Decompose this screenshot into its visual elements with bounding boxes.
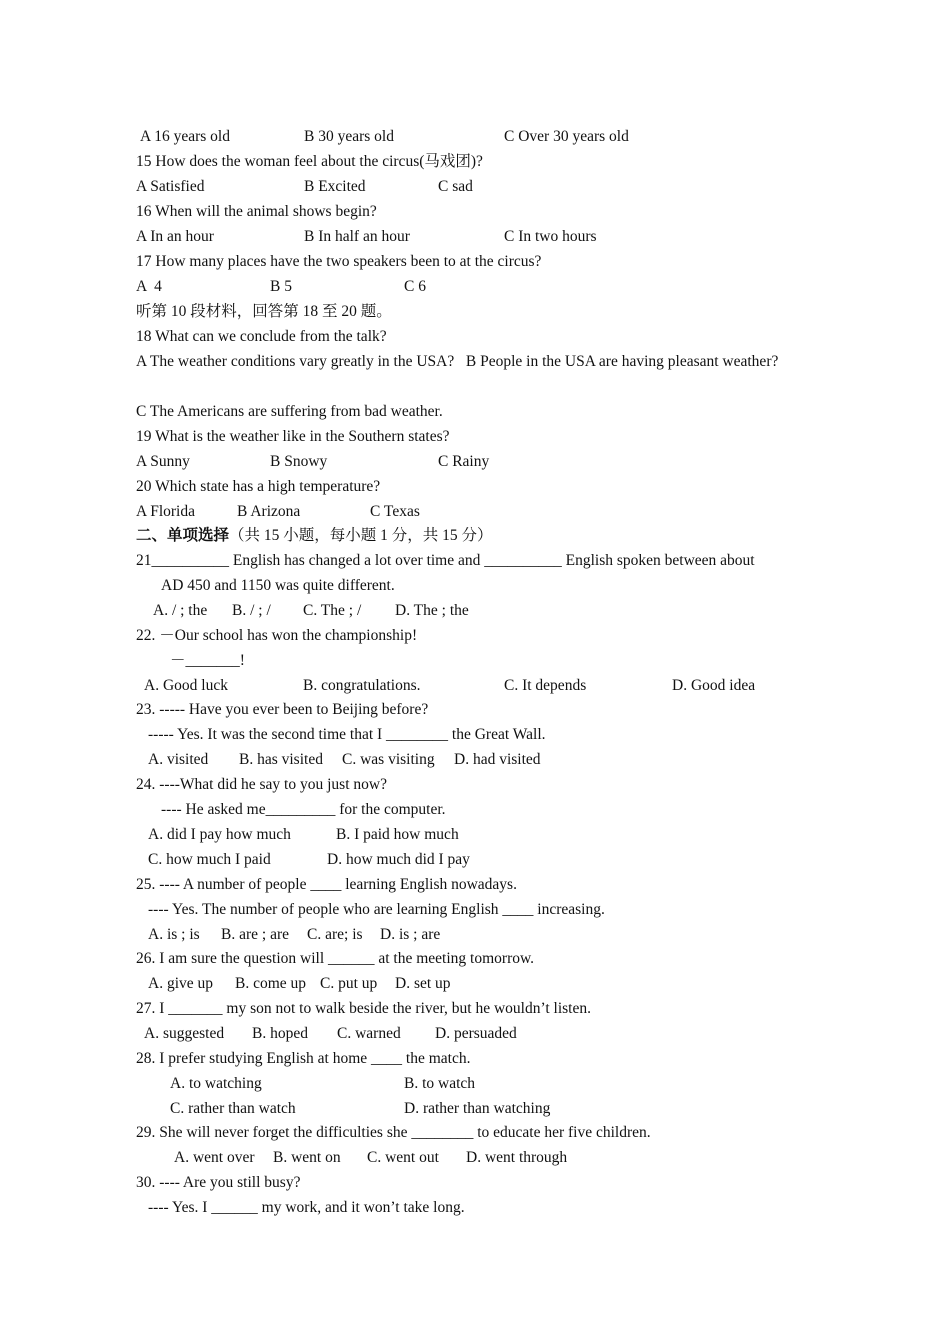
q22-option-b: B. congratulations. (303, 677, 421, 694)
q17-stem: 17 How many places have the two speakers been to at the circus? (136, 253, 542, 270)
q24-options-ab (136, 822, 816, 847)
q14-options (136, 124, 816, 149)
q24-option-a: A. did I pay how much (148, 826, 291, 843)
q27-option-d: D. persuaded (435, 1025, 517, 1042)
q21-option-c: C. The ; / (303, 602, 362, 619)
q28-options-cd (136, 1096, 816, 1121)
q24-option-c: C. how much I paid (148, 851, 271, 868)
q16-option-c: C In two hours (504, 228, 597, 245)
q28-options-ab (136, 1071, 816, 1096)
q16-option-b: B In half an hour (304, 228, 410, 245)
q30-line1: 30. ---- Are you still busy? (136, 1174, 301, 1191)
q19-stem: 19 What is the weather like in the Southern states? (136, 428, 450, 445)
q25-line2: ---- Yes. The number of people who are learning English ____ increasing. (148, 901, 605, 918)
q23-option-b: B. has visited (239, 751, 323, 768)
q29-option-a: A. went over (174, 1149, 255, 1166)
q20-options (136, 499, 816, 524)
section-2-title: 二、单项选择 (136, 527, 230, 544)
q25-option-c: C. are; is (307, 926, 363, 943)
q29-options (136, 1145, 816, 1170)
q28-option-d: D. rather than watching (404, 1100, 551, 1117)
q22-options (136, 673, 816, 698)
q21-line2: AD 450 and 1150 was quite different. (161, 577, 395, 594)
q16-options (136, 224, 816, 249)
q27-option-b: B. hoped (252, 1025, 308, 1042)
q18-option-c: C The Americans are suffering from bad weather. (136, 403, 443, 420)
q17-option-a: A 4 (136, 278, 162, 295)
q26-option-a: A. give up (148, 975, 214, 992)
q14-option-a: A 16 years old (140, 128, 230, 145)
q22-option-d: D. Good idea (672, 677, 756, 694)
instruction-18-20: 听第 10 段材料，回答第 18 至 20 题。 (136, 303, 392, 320)
q19-option-c: C Rainy (438, 453, 490, 470)
q14-option-c: C Over 30 years old (504, 128, 629, 145)
q23-option-d: D. had visited (454, 751, 541, 768)
q18-options-ab: A The weather conditions vary greatly in the USA? B People in the USA are having pleasant weather? (136, 353, 779, 370)
q21-options (136, 598, 816, 623)
q27-option-a: A. suggested (144, 1025, 225, 1042)
q15-options (136, 174, 816, 199)
q28-option-a: A. to watching (170, 1075, 262, 1092)
q20-option-a: A Florida (136, 503, 195, 520)
q17-options (136, 274, 816, 299)
q22-option-a: A. Good luck (144, 677, 228, 694)
q25-option-d: D. is ; are (380, 926, 441, 943)
q26-line1: 26. I am sure the question will ______ at the meeting tomorrow. (136, 950, 535, 967)
q17-option-b: B 5 (270, 278, 292, 295)
q15-option-c: C sad (438, 178, 473, 195)
q22-line1: 22. －Our school has won the championship! (136, 627, 418, 644)
q19-options (136, 449, 816, 474)
q30-line2: ---- Yes. I ______ my work, and it won’t take long. (148, 1199, 465, 1216)
q27-option-c: C. warned (337, 1025, 401, 1042)
q21-option-b: B. / ; / (232, 602, 271, 619)
q19-option-b: B Snowy (270, 453, 328, 470)
q25-line1: 25. ---- A number of people ____ learning English nowadays. (136, 876, 517, 893)
q23-options (136, 747, 816, 772)
q26-option-b: B. come up (235, 975, 307, 992)
q24-option-d: D. how much did I pay (327, 851, 470, 868)
q27-options (136, 1021, 816, 1046)
q18-stem: 18 What can we conclude from the talk? (136, 328, 387, 345)
q22-line2: －_______! (170, 652, 245, 669)
q28-option-b: B. to watch (404, 1075, 476, 1092)
section-2-note: （共 15 小题，每小题 1 分，共 15 分） (229, 527, 493, 544)
q29-option-b: B. went on (273, 1149, 341, 1166)
q23-option-a: A. visited (148, 751, 209, 768)
q20-option-b: B Arizona (237, 503, 301, 520)
q25-options (136, 922, 816, 947)
q16-option-a: A In an hour (136, 228, 214, 245)
section-2-heading (136, 523, 816, 548)
q28-option-c: C. rather than watch (170, 1100, 296, 1117)
q24-line1: 24. ----What did he say to you just now? (136, 776, 387, 793)
q26-options (136, 971, 816, 996)
q23-line2: ----- Yes. It was the second time that I ________ the Great Wall. (148, 726, 546, 743)
q24-line2: ---- He asked me_________ for the computer. (161, 801, 446, 818)
q27-line1: 27. I _______ my son not to walk beside the river, but he wouldn’t listen. (136, 1000, 591, 1017)
q19-option-a: A Sunny (136, 453, 190, 470)
q29-line1: 29. She will never forget the difficulties she ________ to educate her five children. (136, 1124, 651, 1141)
q23-line1: 23. ----- Have you ever been to Beijing before? (136, 701, 429, 718)
q25-option-b: B. are ; are (221, 926, 289, 943)
q22-option-c: C. It depends (504, 677, 587, 694)
q21-option-d: D. The ; the (395, 602, 469, 619)
q28-line1: 28. I prefer studying English at home ____ the match. (136, 1050, 471, 1067)
q26-option-c: C. put up (320, 975, 378, 992)
q23-option-c: C. was visiting (342, 751, 435, 768)
q24-option-b: B. I paid how much (336, 826, 459, 843)
q16-stem: 16 When will the animal shows begin? (136, 203, 377, 220)
q14-option-b: B 30 years old (304, 128, 394, 145)
q17-option-c: C 6 (404, 278, 426, 295)
q15-stem: 15 How does the woman feel about the circus(马戏团)? (136, 153, 483, 170)
q29-option-c: C. went out (367, 1149, 439, 1166)
q20-stem: 20 Which state has a high temperature? (136, 478, 381, 495)
q24-options-cd (136, 847, 816, 872)
q29-option-d: D. went through (466, 1149, 568, 1166)
q21-option-a: A. / ; the (153, 602, 208, 619)
q26-option-d: D. set up (395, 975, 451, 992)
q15-option-b: B Excited (304, 178, 366, 195)
q25-option-a: A. is ; is (148, 926, 200, 943)
q15-option-a: A Satisfied (136, 178, 205, 195)
q21-line1: 21__________ English has changed a lot over time and __________ English spoken between about (136, 552, 755, 569)
q20-option-c: C Texas (370, 503, 420, 520)
